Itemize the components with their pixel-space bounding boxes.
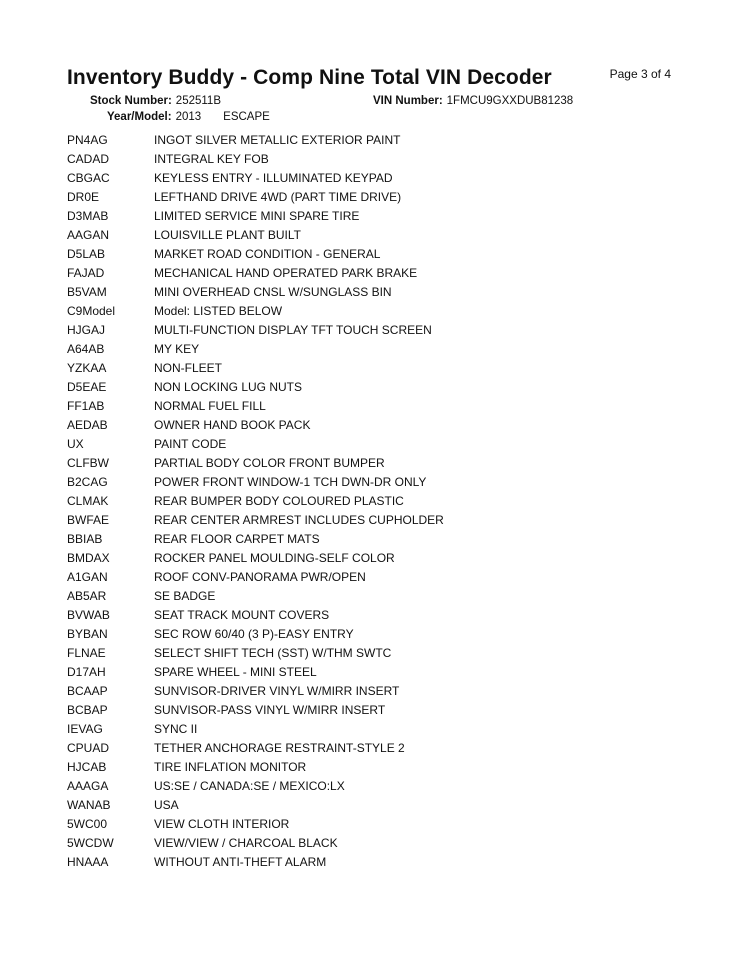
option-description: LIMITED SERVICE MINI SPARE TIRE (154, 209, 360, 223)
option-code: UX (67, 437, 84, 451)
option-code: PN4AG (67, 133, 108, 147)
option-code-row (67, 454, 687, 473)
option-description: SUNVISOR-PASS VINYL W/MIRR INSERT (154, 703, 386, 717)
option-code-row (67, 549, 687, 568)
option-code: BCAAP (67, 684, 108, 698)
option-description: MARKET ROAD CONDITION - GENERAL (154, 247, 381, 261)
option-code: D17AH (67, 665, 106, 679)
option-code-row (67, 397, 687, 416)
option-code: A64AB (67, 342, 105, 356)
option-code: CLMAK (67, 494, 109, 508)
option-code-row (67, 150, 687, 169)
option-code-row (67, 245, 687, 264)
option-description: LOUISVILLE PLANT BUILT (154, 228, 301, 242)
option-description: SEAT TRACK MOUNT COVERS (154, 608, 330, 622)
option-code-row (67, 302, 687, 321)
option-code-row (67, 587, 687, 606)
option-code-row (67, 416, 687, 435)
option-description: SUNVISOR-DRIVER VINYL W/MIRR INSERT (154, 684, 400, 698)
option-code: AAAGA (67, 779, 109, 793)
option-code: DR0E (67, 190, 100, 204)
option-code: BBIAB (67, 532, 103, 546)
option-code: D5EAE (67, 380, 107, 394)
option-code: AAGAN (67, 228, 110, 242)
option-description: Model: LISTED BELOW (154, 304, 283, 318)
option-code: CPUAD (67, 741, 110, 755)
option-code-row (67, 435, 687, 454)
option-description: LEFTHAND DRIVE 4WD (PART TIME DRIVE) (154, 190, 402, 204)
option-code-row (67, 226, 687, 245)
stock-number-value: 252511B (175, 95, 221, 107)
option-description: REAR CENTER ARMREST INCLUDES CUPHOLDER (154, 513, 444, 527)
option-description: SELECT SHIFT TECH (SST) W/THM SWTC (154, 646, 392, 660)
option-code-row (67, 682, 687, 701)
option-code: A1GAN (67, 570, 108, 584)
option-code: FAJAD (67, 266, 105, 280)
option-description: MULTI-FUNCTION DISPLAY TFT TOUCH SCREEN (154, 323, 432, 337)
page-number: Page 3 of 4 (609, 67, 671, 81)
option-description: SYNC II (154, 722, 198, 736)
option-code-row (67, 321, 687, 340)
option-description: WITHOUT ANTI-THEFT ALARM (154, 855, 327, 869)
option-description: POWER FRONT WINDOW-1 TCH DWN-DR ONLY (154, 475, 427, 489)
year-model-label: Year/Model: (107, 111, 172, 123)
option-description: NORMAL FUEL FILL (154, 399, 266, 413)
option-code-row (67, 511, 687, 530)
option-description: USA (154, 798, 179, 812)
option-code: BCBAP (67, 703, 108, 717)
year-value: 2013 (175, 111, 202, 123)
option-description: REAR BUMPER BODY COLOURED PLASTIC (154, 494, 404, 508)
vin-number-value: 1FMCU9GXXDUB81238 (446, 95, 574, 107)
option-code-row (67, 606, 687, 625)
option-code-row (67, 834, 687, 853)
option-code-row (67, 815, 687, 834)
option-code: HJGAJ (67, 323, 106, 337)
option-description: OWNER HAND BOOK PACK (154, 418, 311, 432)
option-code-row (67, 264, 687, 283)
option-description: NON LOCKING LUG NUTS (154, 380, 303, 394)
option-code-row (67, 663, 687, 682)
option-code: CADAD (67, 152, 110, 166)
option-code-row (67, 340, 687, 359)
stock-number-label: Stock Number: (90, 95, 172, 107)
option-code-row (67, 701, 687, 720)
option-code-row (67, 530, 687, 549)
option-code-row (67, 188, 687, 207)
option-code: IEVAG (67, 722, 103, 736)
option-description: PARTIAL BODY COLOR FRONT BUMPER (154, 456, 385, 470)
stock-number-field (90, 95, 221, 107)
option-code-row (67, 777, 687, 796)
option-code-row (67, 796, 687, 815)
option-code: BVWAB (67, 608, 110, 622)
option-description: VIEW CLOTH INTERIOR (154, 817, 290, 831)
option-description: VIEW/VIEW / CHARCOAL BLACK (154, 836, 338, 850)
option-code: BMDAX (67, 551, 110, 565)
option-code-row (67, 644, 687, 663)
option-code: WANAB (67, 798, 111, 812)
option-description: TETHER ANCHORAGE RESTRAINT-STYLE 2 (154, 741, 405, 755)
option-code-row (67, 568, 687, 587)
option-code-row (67, 720, 687, 739)
option-description: SPARE WHEEL - MINI STEEL (154, 665, 317, 679)
option-code-row (67, 283, 687, 302)
option-description: REAR FLOOR CARPET MATS (154, 532, 320, 546)
option-code-row (67, 378, 687, 397)
option-code-row (67, 207, 687, 226)
option-code: HNAAA (67, 855, 109, 869)
option-code-row (67, 359, 687, 378)
option-description: INTEGRAL KEY FOB (154, 152, 269, 166)
option-code: 5WC00 (67, 817, 108, 831)
option-code: D3MAB (67, 209, 109, 223)
option-code: AEDAB (67, 418, 108, 432)
option-code-list (67, 131, 687, 872)
option-code: FF1AB (67, 399, 105, 413)
model-value: ESCAPE (223, 111, 270, 123)
option-description: PAINT CODE (154, 437, 227, 451)
option-description: NON-FLEET (154, 361, 223, 375)
option-description: MECHANICAL HAND OPERATED PARK BRAKE (154, 266, 418, 280)
option-code: AB5AR (67, 589, 107, 603)
option-description: ROCKER PANEL MOULDING-SELF COLOR (154, 551, 395, 565)
vin-number-label: VIN Number: (373, 95, 443, 107)
option-code: B5VAM (67, 285, 107, 299)
option-description: US:SE / CANADA:SE / MEXICO:LX (154, 779, 345, 793)
option-description: ROOF CONV-PANORAMA PWR/OPEN (154, 570, 366, 584)
option-description: TIRE INFLATION MONITOR (154, 760, 307, 774)
option-code: FLNAE (67, 646, 106, 660)
option-description: MY KEY (154, 342, 200, 356)
option-code: CLFBW (67, 456, 109, 470)
option-code: BWFAE (67, 513, 110, 527)
page-title: Inventory Buddy - Comp Nine Total VIN Decoder (67, 66, 552, 89)
option-code-row (67, 739, 687, 758)
option-code: C9Model (67, 304, 116, 318)
option-description: MINI OVERHEAD CNSL W/SUNGLASS BIN (154, 285, 392, 299)
option-code-row (67, 758, 687, 777)
vin-number-field (373, 95, 573, 107)
option-description: INGOT SILVER METALLIC EXTERIOR PAINT (154, 133, 401, 147)
option-description: SEC ROW 60/40 (3 P)-EASY ENTRY (154, 627, 354, 641)
option-code-row (67, 473, 687, 492)
option-code-row (67, 492, 687, 511)
option-code: BYBAN (67, 627, 108, 641)
option-code: HJCAB (67, 760, 107, 774)
option-description: KEYLESS ENTRY - ILLUMINATED KEYPAD (154, 171, 393, 185)
option-code: CBGAC (67, 171, 110, 185)
option-code-row (67, 853, 687, 872)
option-code: B2CAG (67, 475, 108, 489)
option-code: YZKAA (67, 361, 107, 375)
option-code: 5WCDW (67, 836, 114, 850)
option-code-row (67, 131, 687, 150)
year-model-field (107, 111, 270, 123)
option-code: D5LAB (67, 247, 106, 261)
option-code-row (67, 625, 687, 644)
option-code-row (67, 169, 687, 188)
option-description: SE BADGE (154, 589, 216, 603)
